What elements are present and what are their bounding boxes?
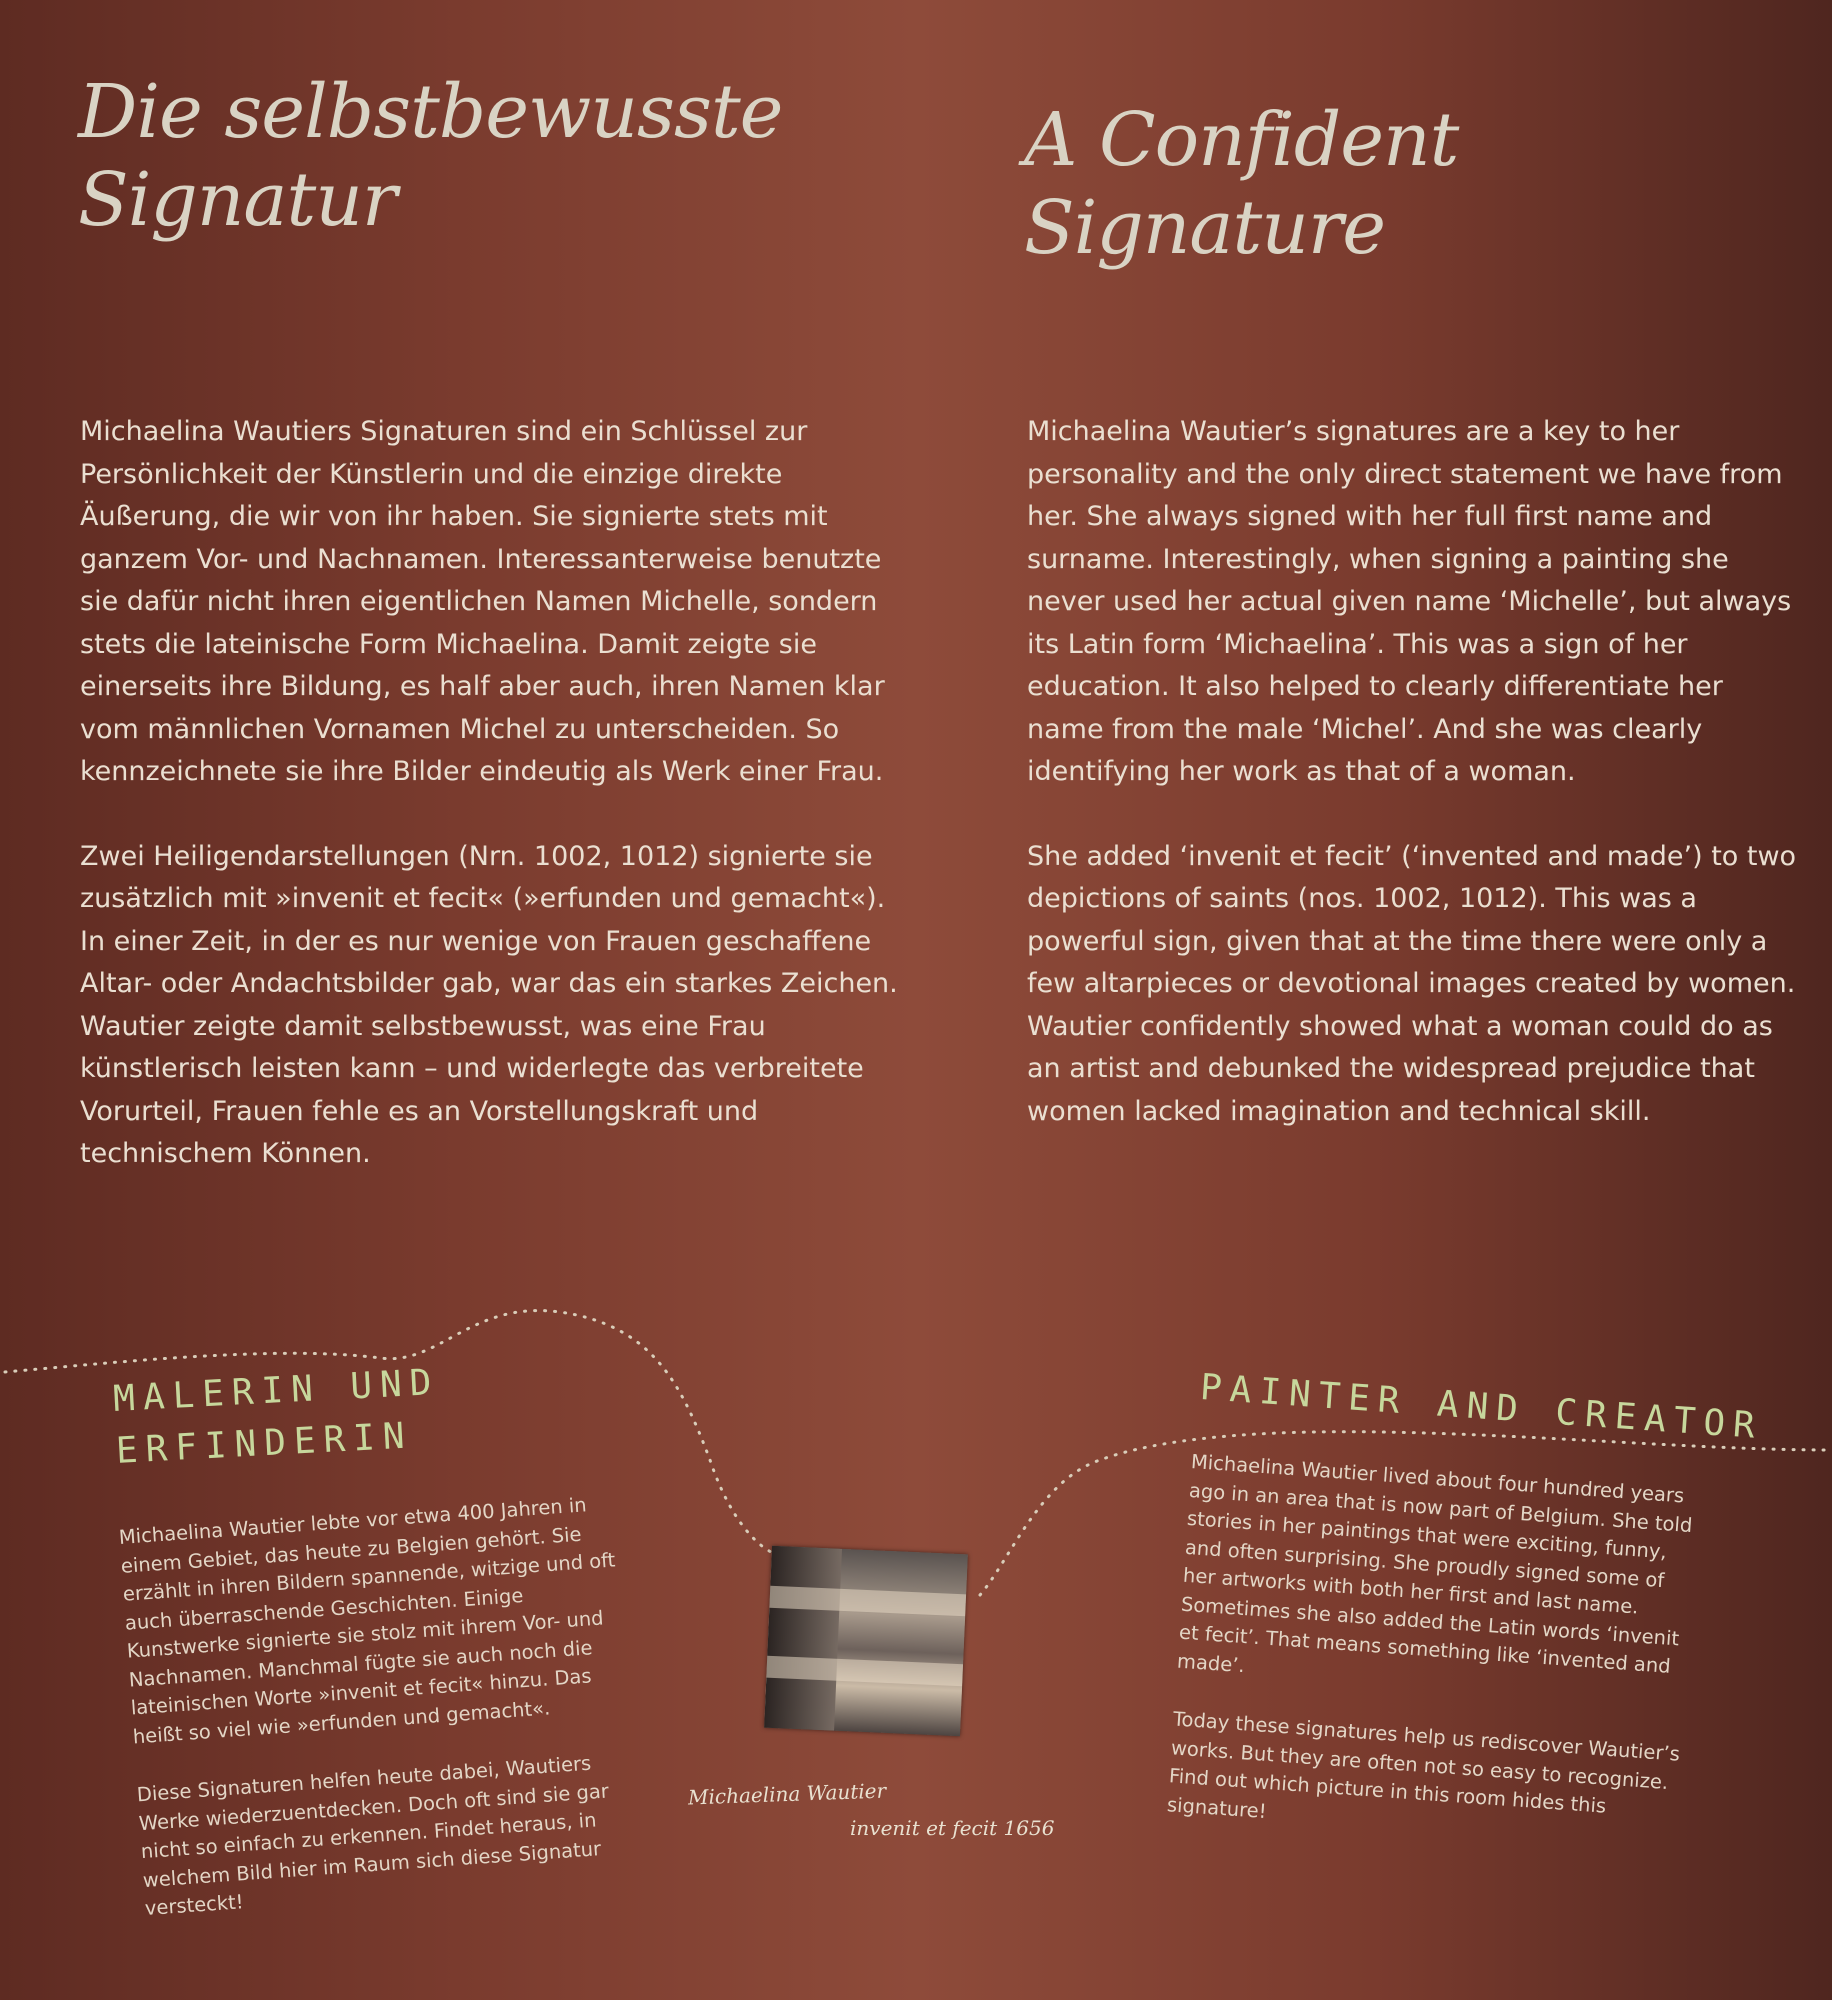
english-paragraph-1: Michaelina Wautier’s signatures are a key to her personality and the only direct statement we have from her. She always signed with her full first name and surname. Interestingly, when signing a painting she never used her actual given name ‘Michelle’, but always its Latin form ‘Michaelina’. This was a sign of her education. It also helped to clearly differentiate her name from the male ‘Michel’. And she was clearly identifying her work as that of a woman.	[1027, 416, 1792, 787]
signature-line1: Michaelina Wautier	[687, 1778, 887, 1810]
kids-german-title	[112, 1357, 443, 1478]
english-title-line1: A Confident	[1024, 97, 1459, 183]
english-title-line2: Signature	[1024, 185, 1386, 271]
german-paragraph-1: Michaelina Wautiers Signaturen sind ein Schlüssel zur Persönlichkeit der Künstlerin und die einzige direkte Äußerung, die wir von ihr haben. Sie signierte stets mit ganzem Vor- und Nachnamen. Interessanterweise benutzte sie dafür nicht ihren eigentlichen Namen Michelle, sondern stets die lateinische Form Michaelina. Damit zeigte sie einerseits ihre Bildung, es half aber auch, ihren Namen klar vom männlichen Vornamen Michel zu unterscheiden. So kennzeichnete sie ihre Bilder eindeutig als Werk einer Frau.	[80, 416, 885, 787]
kids-german-paragraph-1: Michaelina Wautier lebte vor etwa 400 Jahren in einem Gebiet, das heute zu Belgien gehört. Sie erzählt in ihren Bildern spannende, witzige und oft auch überraschende Geschichten. Einige Kunstwerke signierte sie stolz mit ihrem Vor- und Nachnamen. Manchmal fügte sie auch noch die lateinischen Worte »invenit et fecit« hinzu. Das heißt so viel wie »erfunden und gemacht«.	[118, 1493, 617, 1748]
english-paragraph-2: She added ‘invenit et fecit’ (‘invented and made’) to two depictions of saints (nos. 1002, 1012). This was a powerful sign, given that at the time there were only a few altarpieces or devotional images created by women. Wautier confidently showed what a woman could do as an artist and debunked the widespread prejudice that women lacked imagination and technical skill.	[1027, 840, 1797, 1127]
signature-line2: invenit et fecit 1656	[850, 1816, 1055, 1840]
kids-english-title: PAINTER AND CREATOR	[1198, 1366, 1765, 1448]
kids-english-body	[1164, 1448, 1701, 1885]
kids-english-paragraph-2: Today these signatures help us rediscover Wautier’s works. But they are often not so easy to recognize. Find out which picture in this room hides this signature!	[1166, 1707, 1681, 1823]
kids-german-title-line1: MALERIN UND	[112, 1361, 441, 1420]
kids-german-body	[118, 1488, 657, 1953]
signature-detail-image	[764, 1546, 968, 1736]
german-title-line1: Die selbstbewusste	[78, 69, 783, 155]
photo-shadow	[764, 1546, 842, 1731]
kids-german-title-line2: ERFINDERIN	[114, 1415, 414, 1472]
kids-german-paragraph-2: Diese Signaturen helfen heute dabei, Wautiers Werke wiederzuentdecken. Doch oft sind sie gar nicht so einfach zu erkennen. Findet heraus, in welchem Bild hier im Raum sich diese Signatur versteckt!	[136, 1751, 610, 1921]
kids-english-paragraph-1: Michaelina Wautier lived about four hundred years ago in an area that is now part of Belgium. She told stories in her paintings that were exciting, funny, and often surprising. She proudly signed some of her artworks with both her first and last name. Sometimes she also added the Latin words ‘invenit et fecit’. That means something like ‘invented and made’.	[1176, 1449, 1694, 1678]
german-paragraph-2: Zwei Heiligendarstellungen (Nrn. 1002, 1012) signierte sie zusätzlich mit »invenit et fecit« (»erfunden und gemacht«). In einer Zeit, in der es nur wenige von Frauen geschaffene Altar- oder Andachtsbilder gab, war das ein starkes Zeichen. Wautier zeigte damit selbstbewusst, was eine Frau künstlerisch leisten kann – und widerlegte das verbreitete Vorurteil, Frauen fehle es an Vorstellungskraft und technischem Können.	[80, 840, 898, 1169]
german-title-line2: Signatur	[78, 157, 397, 243]
